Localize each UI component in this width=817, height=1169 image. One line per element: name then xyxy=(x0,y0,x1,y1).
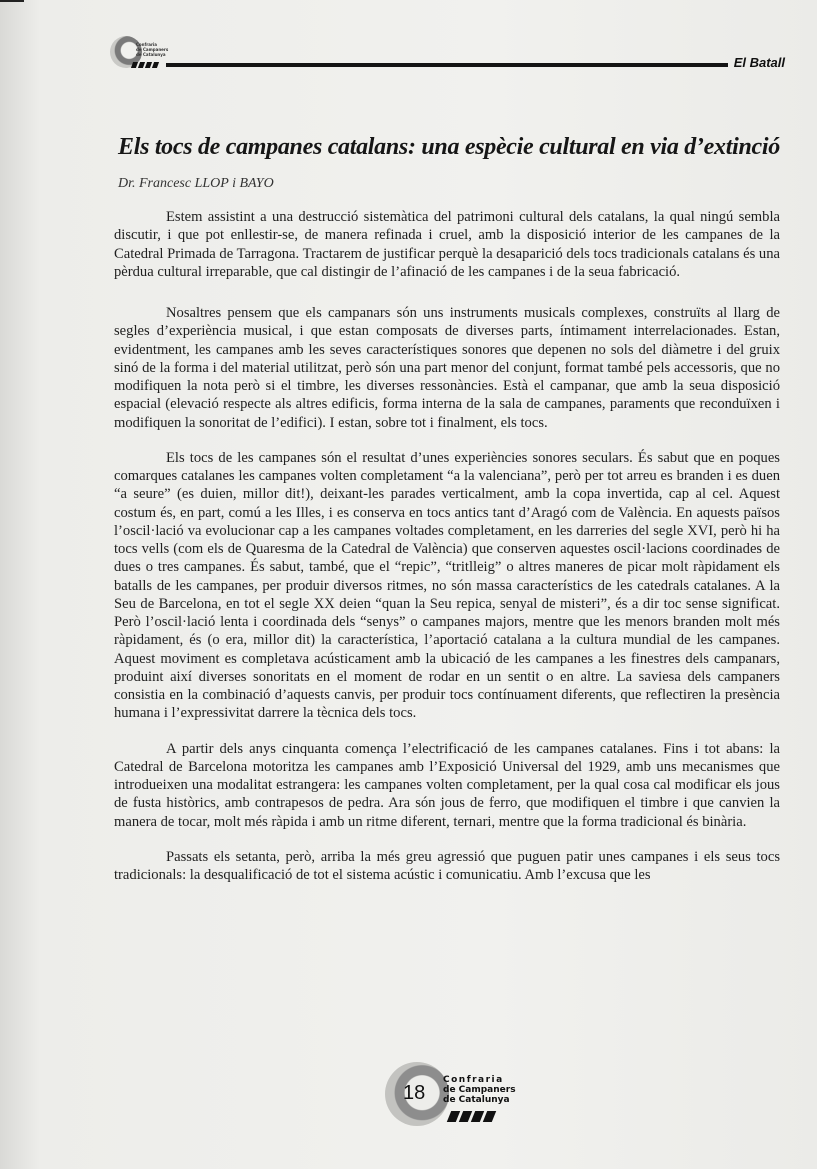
footer-logo xyxy=(385,1062,525,1132)
paragraph: Estem assistint a una destrucció sistemàtica del patrimoni cultural dels catalans, la qual ningú sembla discutir, i que pot enllestir-se, de manera refinada i cruel, amb la disposició interior de les campanes de la Catedral Primada de Tarragona. Tractarem de justificar perquè la desaparició dels tocs tradicionals catalans és una pèrdua cultural irreparable, que cal distingir de l’afinació de les campanes i de la seua fabricació. xyxy=(114,209,780,280)
article-body xyxy=(114,208,780,901)
section-title: El Batall xyxy=(733,55,785,70)
logo-bars-icon xyxy=(132,62,158,68)
confraria-logo-small xyxy=(110,34,180,74)
page-number: 18 xyxy=(403,1082,426,1104)
scan-edge-mark xyxy=(0,0,24,2)
page-header xyxy=(110,34,785,80)
paragraph: A partir dels anys cinquanta comença l’electrificació de les campanes catalanes. Fins i tot abans: la Catedral de Barcelona motoritza les campanes amb l’Exposició Universal del 1929, amb uns mecanismes que introdueixen una modalitat estrangera: les campanes volten completament, per la qual cosa cal modificar els jous de fusta històrics, amb contrapesos de pedra. Ara són jous de ferro, que modifiquen el timbre i que canvien la manera de tocar, molt més ràpida i amb un ritme diferent, ternari, mentre que la forma tradicional és binària. xyxy=(114,740,780,830)
article-author: Dr. Francesc LLOP i BAYO xyxy=(118,176,274,191)
org-name: Confraria de Campaners de Catalunya xyxy=(443,1075,516,1105)
logo-small-text: Confraria de Campaners de Catalunya xyxy=(136,42,169,57)
article-title: Els tocs de campanes catalans: una espècie cultural en via d’extinció xyxy=(118,134,780,161)
paragraph: Els tocs de les campanes són el resultat d’unes experiències sonores seculars. És sabut que en poques comarques catalanes les campanes volten completament “a la valenciana”, però per tot arreu es branden i es duen “a seure” (es duien, millor dit!), deixant-les parades verticalment, amb la copa invertida, cap al cel. Aquest costum és, en part, comú a les Illes, i es conserva en tocs antics tant d’Aragó com de València. En aquests països l’oscil·lació va evolucionar cap a les campanes voltades completament, en les darreries del segle XVI, però hi ha tocs vells (com els de Quaresma de la Catedral de València) que conserven aquestes oscil·lacions coordinades de dues o tres campanes. És sabut, també, que el “repic”, “tritlleig” o altres maneres de picar molt ràpidament els batalls de les campanes, per produir diversos ritmes, no són massa característics de les catedrals catalanes. A la Seu de Barcelona, en tot el segle XX deien “quan la Seu repica, senyal de misteri”, és a dir toc sense significat. Però l’oscil·lació lenta i coordinada dels “senys” o campanes majors, mentre que les menors branden molt més ràpidament, és (o era, millor dit) la característica, l’aportació catalana a la cultura mundial de les campanes. Aquest moviment es completava acústicament amb la ubicació de les campanes a les finestres dels campanars, produint així diverses sonoritats en el moment de rodar en un sentit o en altre. La saviesa dels campaners consistia en la combinació d’aquests canvis, per produir tocs contínuament diferents, que reflectiren la presència humana i l’expressivitat darrere la tècnica dels tocs. xyxy=(114,449,780,722)
paragraph: Nosaltres pensem que els campanars són uns instruments musicals complexes, construïts al llarg de segles d’experiència musical, i que estan composats de diverses parts, íntimament interrelacionades. Estan, evidentment, les campanes amb les seves característiques sonores que depenen no sols del diàmetre i del gruix sinó de la forma i del material utilitzat, però són una part menor del conjunt, format també pels accessoris, que no modifiquen la nota però si el timbre, les diverses ressonàncies. Està el campanar, que amb la seua disposició espacial (elevació respecte als altres edificis, forma interna de la sala de campanes, paraments que reconduïxen i modifiquen la sonoritat de l’edifici). I estan, sobre tot i finalment, els tocs. xyxy=(114,305,780,431)
paragraph: Passats els setanta, però, arriba la més greu agressió que puguen patir unes campanes i els seus tocs tradicionals: la desqualificació de tot el sistema acústic i comunicatiu. Amb l’excusa que les xyxy=(114,848,780,883)
logo-bars-icon xyxy=(449,1111,494,1122)
header-rule xyxy=(166,63,728,67)
